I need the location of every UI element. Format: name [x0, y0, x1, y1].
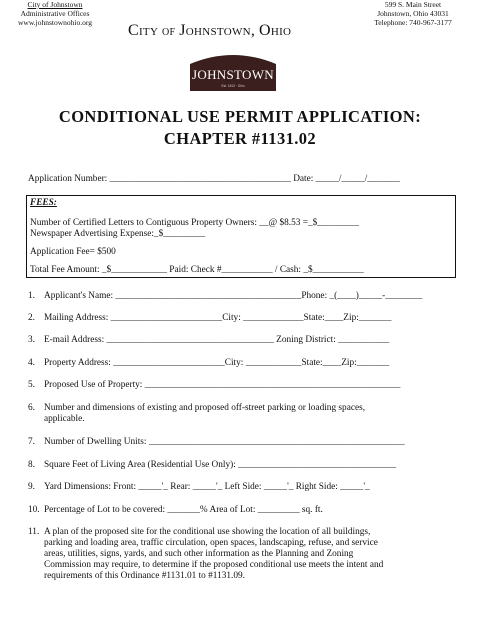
- title-line-1: CONDITIONAL USE PERMIT APPLICATION:: [58, 107, 422, 126]
- city-state-zip: Johnstown, Ohio 43031: [377, 9, 449, 18]
- logo-word: JOHNSTOWN: [192, 67, 274, 82]
- title-line-2: CHAPTER #1131.02: [163, 129, 317, 148]
- parking-spaces-line-2: applicable.: [44, 414, 85, 424]
- living-area-line[interactable]: Square Feet of Living Area (Residential Use Only): __________________________________: [44, 460, 397, 470]
- item-number: 8.: [28, 460, 35, 470]
- item-number: 2.: [28, 313, 35, 323]
- of-word: of: [162, 24, 176, 39]
- application-fee-line: Application Fee= $500: [30, 247, 116, 257]
- street-address: 599 S. Main Street: [384, 0, 442, 9]
- fees-heading: FEES:: [30, 198, 57, 208]
- office-dept: Administrative Offices: [20, 9, 90, 18]
- dwelling-units-line[interactable]: Number of Dwelling Units: _______________________________________________________: [44, 437, 405, 447]
- header-right-block: [358, 0, 468, 27]
- office-website: www.johnstownohio.org: [18, 18, 92, 27]
- site-plan-line-3: areas, utilities, signs, yards, and such other information as the Planning and Zoning: [44, 549, 354, 559]
- item-number: 1.: [28, 291, 35, 301]
- header-left-block: [12, 0, 98, 27]
- item-number: 3.: [28, 335, 35, 345]
- property-address-line[interactable]: Property Address: ________________________City: ____________State:____Zip:_______: [44, 358, 390, 368]
- lot-coverage-line[interactable]: Percentage of Lot to be covered: _______% Area of Lot: _________ sq. ft.: [44, 505, 323, 515]
- proposed-use-line[interactable]: Proposed Use of Property: _______________________________________________________: [44, 380, 401, 390]
- certified-letters-line[interactable]: Number of Certified Letters to Contiguous Property Owners: __@ $8.53 =_$_________: [30, 218, 360, 228]
- item-number: 11.: [28, 527, 40, 537]
- fees-box: [26, 195, 456, 278]
- item-number: 5.: [28, 380, 35, 390]
- applicant-name-line[interactable]: Applicant's Name: ________________________________________Phone: _(____)_____-________: [44, 291, 423, 301]
- ohio-word: Ohio: [259, 22, 292, 39]
- newspaper-expense-line[interactable]: Newspaper Advertising Expense:_$_________: [30, 229, 206, 239]
- city-heading: [128, 22, 291, 40]
- site-plan-line-1: A plan of the proposed site for the conditional use showing the location of all buildings,: [44, 527, 371, 537]
- mailing-address-line[interactable]: Mailing Address: ________________________City: _____________State:____Zip:_______: [44, 313, 392, 323]
- item-number: 9.: [28, 482, 35, 492]
- telephone: Telephone: 740-967-3177: [374, 18, 452, 27]
- parking-spaces-line: Number and dimensions of existing and proposed off-street parking or loading spaces,: [44, 403, 366, 413]
- johnstown-logo: [188, 50, 278, 92]
- city-word: City: [128, 22, 159, 39]
- item-number: 6.: [28, 403, 35, 413]
- item-number: 7.: [28, 437, 35, 447]
- total-fee-line[interactable]: Total Fee Amount: _$____________ Paid: Check #___________ / Cash: _$___________: [30, 265, 364, 275]
- email-address-line[interactable]: E-mail Address: ____________________________________ Zoning District: ___________: [44, 335, 390, 345]
- office-name: City of Johnstown: [27, 0, 83, 9]
- item-number: 10.: [28, 505, 40, 515]
- site-plan-line-5: requirements of this Ordinance #1131.01 to #1131.09.: [44, 571, 245, 581]
- item-number: 4.: [28, 358, 35, 368]
- johnstown-word: Johnstown,: [179, 22, 256, 39]
- application-number-line[interactable]: Application Number: _______________________________________ Date: _____/_____/_______: [28, 174, 400, 184]
- site-plan-line-4: Commission may require, to determine if the proposed conditional use meets the intent and: [44, 560, 384, 570]
- site-plan-line-2: parking and loading area, traffic circulation, open spaces, landscaping, refuse, and service: [44, 538, 378, 548]
- yard-dimensions-line[interactable]: Yard Dimensions: Front: _____'_ Rear: _____'_ Left Side: _____'_ Right Side: _____'_: [44, 482, 370, 492]
- logo-tagline: Est. 1813 · Ohio: [221, 84, 245, 88]
